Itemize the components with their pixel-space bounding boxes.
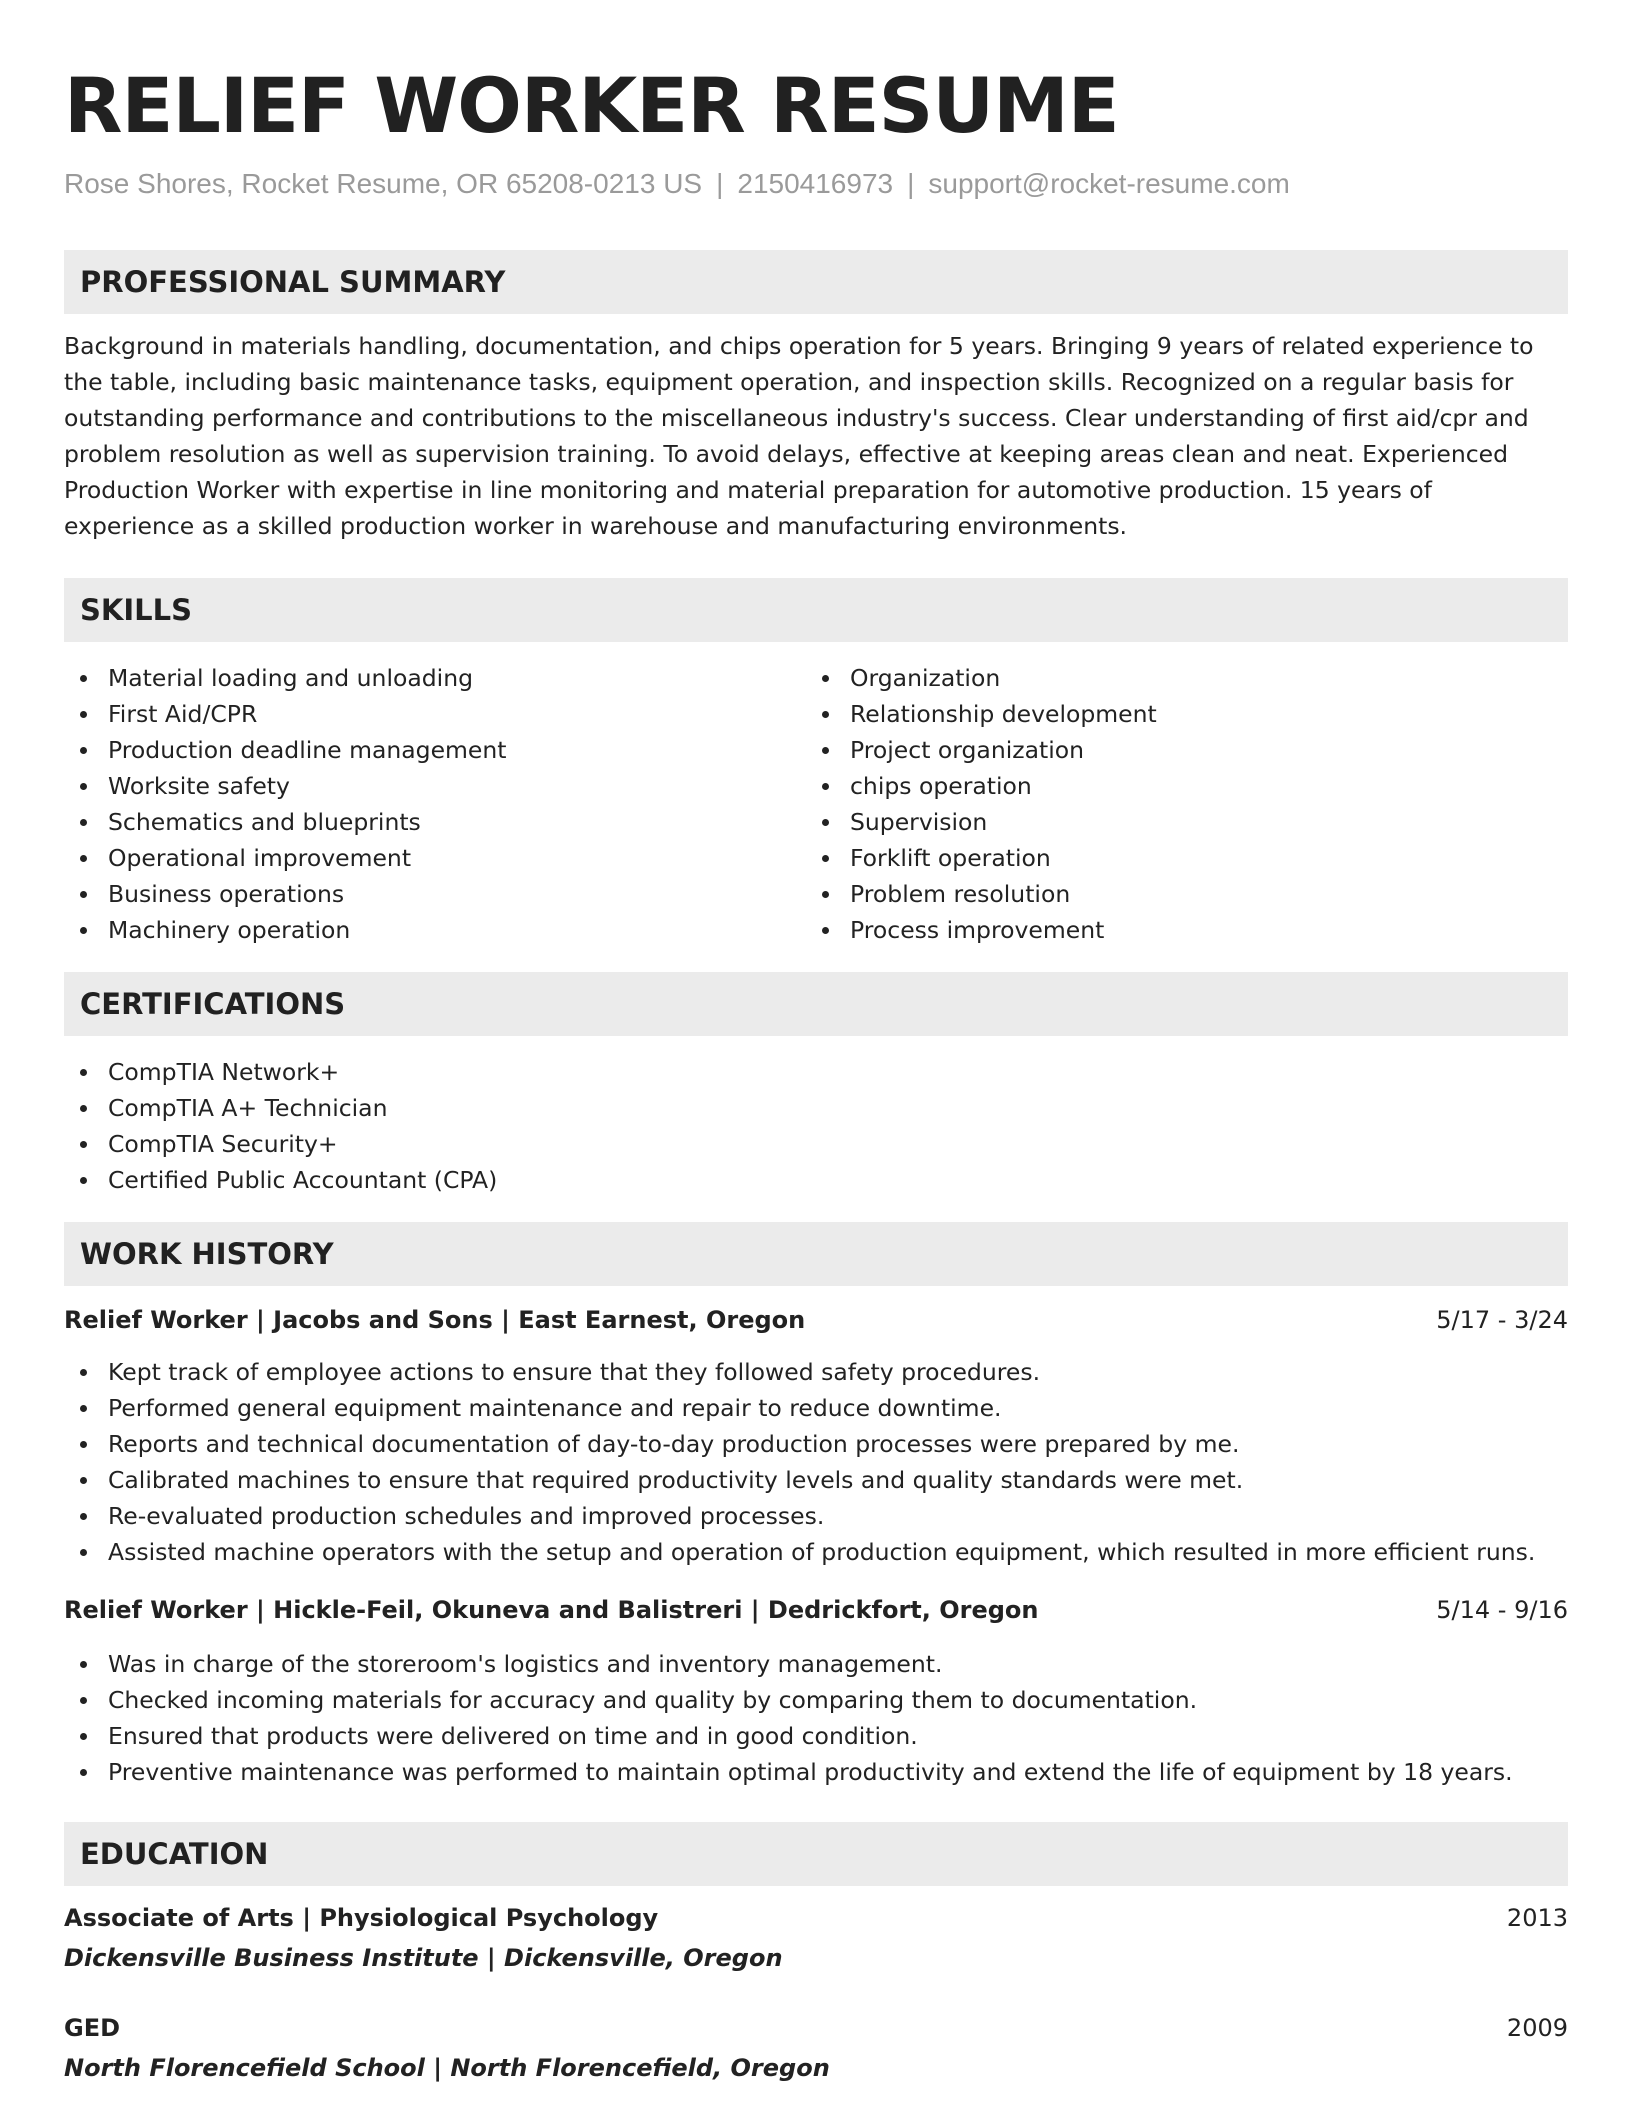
education-section-header: EDUCATION xyxy=(64,1822,1568,1886)
skill-item: Process improvement xyxy=(806,912,1548,948)
education-year: 2013 xyxy=(1506,1904,1568,1932)
certification-item: CompTIA A+ Technician xyxy=(64,1090,1568,1126)
work-history-section-header: WORK HISTORY xyxy=(64,1222,1568,1286)
education-year: 2009 xyxy=(1506,2014,1568,2042)
job-duties xyxy=(64,1354,1568,1570)
education-degree: Associate of Arts | Physiological Psychology xyxy=(64,1904,659,1932)
contact-separator: | xyxy=(907,168,915,199)
education-entry xyxy=(64,1900,1568,1976)
job-duty-item: Checked incoming materials for accuracy and quality by comparing them to documentation. xyxy=(64,1682,1568,1718)
skill-item: First Aid/CPR xyxy=(64,696,806,732)
job-dates: 5/14 - 9/16 xyxy=(1436,1596,1568,1624)
contact-phone: 2150416973 xyxy=(737,168,894,199)
job-header xyxy=(64,1592,1568,1628)
certifications-list xyxy=(64,1054,1568,1198)
job-duty-item: Calibrated machines to ensure that required productivity levels and quality standards were met. xyxy=(64,1462,1568,1498)
job-duty-item: Was in charge of the storeroom's logistics and inventory management. xyxy=(64,1646,1568,1682)
job-title: Relief Worker | Hickle-Feil, Okuneva and Balistreri | Dedrickfort, Oregon xyxy=(64,1596,1039,1624)
skill-item: Machinery operation xyxy=(64,912,806,948)
certification-item: CompTIA Security+ xyxy=(64,1126,1568,1162)
certification-item: CompTIA Network+ xyxy=(64,1054,1568,1090)
skill-item: Material loading and unloading xyxy=(64,660,806,696)
job-duty-item: Assisted machine operators with the setup and operation of production equipment, which resulted in more efficient runs. xyxy=(64,1534,1568,1570)
skill-item: Supervision xyxy=(806,804,1548,840)
skill-item: Schematics and blueprints xyxy=(64,804,806,840)
job-entry xyxy=(64,1592,1568,1790)
contact-email: support@rocket-resume.com xyxy=(928,168,1290,199)
job-entry xyxy=(64,1302,1568,1570)
job-dates: 5/17 - 3/24 xyxy=(1436,1306,1568,1334)
job-header xyxy=(64,1302,1568,1338)
education-school: Dickensville Business Institute | Dickensville, Oregon xyxy=(64,1944,783,1972)
skill-item: Relationship development xyxy=(806,696,1548,732)
skill-item: Business operations xyxy=(64,876,806,912)
certification-item: Certified Public Accountant (CPA) xyxy=(64,1162,1568,1198)
job-duty-item: Reports and technical documentation of day-to-day production processes were prepared by me. xyxy=(64,1426,1568,1462)
summary-section-header: PROFESSIONAL SUMMARY xyxy=(64,250,1568,314)
education-degree: GED xyxy=(64,2014,121,2042)
education-header xyxy=(64,2010,1568,2046)
job-duty-item: Performed general equipment maintenance and repair to reduce downtime. xyxy=(64,1390,1568,1426)
job-duty-item: Re-evaluated production schedules and improved processes. xyxy=(64,1498,1568,1534)
education-header xyxy=(64,1900,1568,1936)
skill-item: Problem resolution xyxy=(806,876,1548,912)
contact-separator: | xyxy=(716,168,724,199)
skill-item: Operational improvement xyxy=(64,840,806,876)
job-duties xyxy=(64,1646,1568,1790)
job-duty-item: Kept track of employee actions to ensure that they followed safety procedures. xyxy=(64,1354,1568,1390)
page-title: RELIEF WORKER RESUME xyxy=(64,61,1119,150)
job-title: Relief Worker | Jacobs and Sons | East Earnest, Oregon xyxy=(64,1306,806,1334)
education-entry xyxy=(64,2010,1568,2086)
skill-item: Forklift operation xyxy=(806,840,1548,876)
contact-address: Rose Shores, Rocket Resume, OR 65208-0213 US xyxy=(64,168,703,199)
resume-page xyxy=(64,0,1568,2086)
job-duty-item: Preventive maintenance was performed to maintain optimal productivity and extend the life of equipment by 18 years. xyxy=(64,1754,1568,1790)
skills-list xyxy=(64,660,1568,948)
job-duty-item: Ensured that products were delivered on time and in good condition. xyxy=(64,1718,1568,1754)
skills-left-column xyxy=(64,660,806,948)
skill-item: Production deadline management xyxy=(64,732,806,768)
skill-item: Project organization xyxy=(806,732,1548,768)
skill-item: chips operation xyxy=(806,768,1548,804)
skills-right-column xyxy=(806,660,1548,948)
education-school: North Florencefield School | North Florencefield, Oregon xyxy=(64,2054,830,2082)
skill-item: Organization xyxy=(806,660,1548,696)
skills-section-header: SKILLS xyxy=(64,578,1568,642)
contact-line xyxy=(64,166,1568,202)
certifications-section-header: CERTIFICATIONS xyxy=(64,972,1568,1036)
skill-item: Worksite safety xyxy=(64,768,806,804)
summary-text: Background in materials handling, documentation, and chips operation for 5 years. Bringing 9 years of related experience to the table, including basic maintenance tasks, equipment operation, and inspection skills. Recognized on a regular basis for outstanding performance and contributions to the miscellaneous industry's success. Clear understanding of first aid/cpr and problem resolution as well as supervision training. To avoid delays, effective at keeping areas clean and neat. Experienced Production Worker with expertise in line monitoring and material preparation for automotive production. 15 years of experience as a skilled production worker in warehouse and manufacturing environments. xyxy=(64,332,1534,540)
